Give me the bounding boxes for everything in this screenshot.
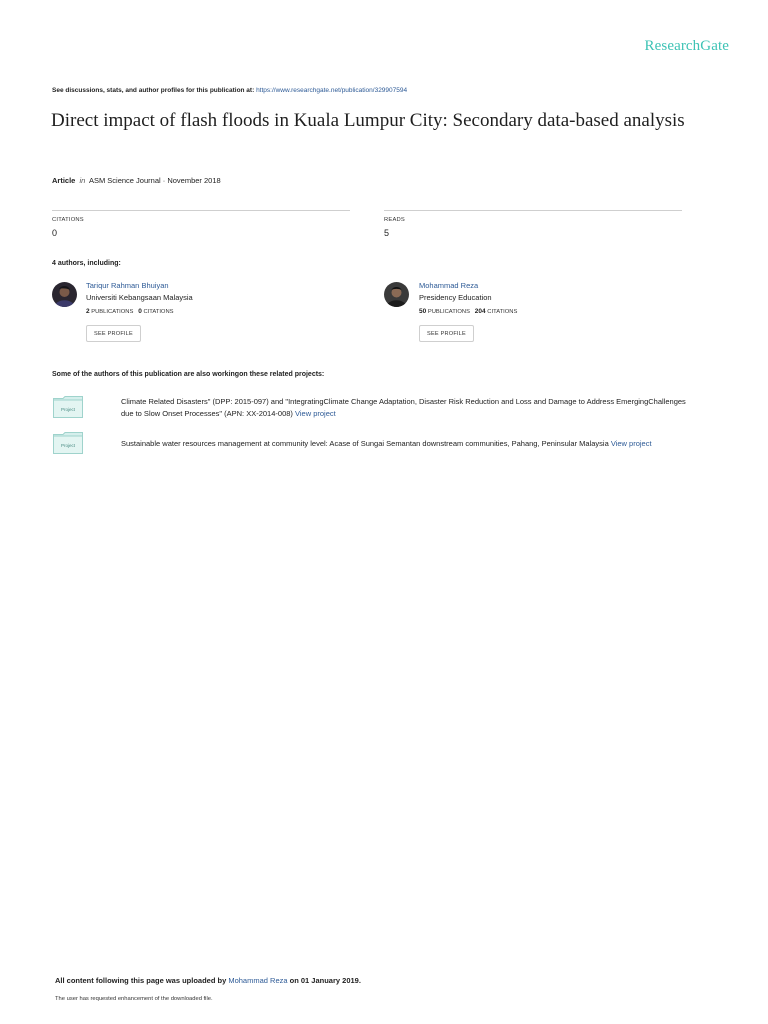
project-line-text: Sustainable water resources management at community level: Acase of Sungai Semantan downstream communities, Pahang, Peninsular Malaysia [121, 439, 611, 448]
project-line-text: due to Slow Onset Processes" (APN: XX-2014-008) [121, 409, 295, 418]
publication-title: Direct impact of flash floods in Kuala Lumpur City: Secondary data-based analysis [51, 110, 685, 131]
avatar-photo-icon [52, 282, 77, 307]
project-icon-label: Project [60, 407, 76, 412]
journal-name: ASM Science Journal [88, 176, 161, 185]
author-stats [419, 308, 517, 315]
author-affiliation: Presidency Education [419, 293, 492, 302]
author-publications-count: 2 [86, 308, 90, 315]
project-description [121, 438, 731, 450]
author-name-link[interactable]: Mohammad Reza [419, 281, 479, 290]
upload-prefix: All content following this page was uploaded by [55, 976, 229, 985]
upload-suffix: on 01 January 2019. [287, 976, 361, 985]
author-publications-count: 50 [419, 308, 427, 315]
source-note-text: See discussions, stats, and author profiles for this publication at: [52, 87, 257, 94]
author-citations-label: CITATIONS [143, 309, 174, 315]
project-icon-label: Project [60, 443, 76, 448]
uploader-link[interactable]: Mohammad Reza [228, 976, 288, 985]
reads-label: READS [384, 217, 405, 223]
author-citations-count: 204 [474, 308, 486, 315]
projects-heading: Some of the authors of this publication are also workingon these related projects: [52, 371, 325, 378]
project-line [121, 438, 731, 450]
project-line: Climate Related Disasters" (DPP: 2015-097) and "IntegratingClimate Change Adaptation, Disaster Risk Reduction and Loss and Damage to Address EmergingChallenges [121, 397, 686, 406]
project-folder-icon[interactable] [53, 396, 83, 418]
reads-divider [384, 210, 682, 211]
article-in: in [79, 176, 86, 185]
enhancement-note: The user has requested enhancement of the downloaded file. [55, 996, 213, 1002]
article-type: Article [52, 176, 76, 185]
view-project-link[interactable]: View project [295, 409, 336, 418]
reads-value: 5 [384, 228, 390, 238]
upload-note [55, 976, 361, 985]
author-stats [86, 308, 174, 315]
project-folder-icon[interactable] [53, 432, 83, 454]
see-profile-button[interactable]: SEE PROFILE [86, 325, 141, 342]
citations-divider [52, 210, 350, 211]
project-description [121, 396, 731, 420]
author-name-link[interactable]: Tariqur Rahman Bhuiyan [86, 281, 169, 290]
researchgate-logo[interactable]: ResearchGate [644, 38, 729, 54]
citations-label: CITATIONS [52, 217, 84, 223]
author-citations-label: CITATIONS [487, 309, 518, 315]
see-profile-button[interactable]: SEE PROFILE [419, 325, 474, 342]
author-avatar[interactable] [52, 282, 77, 307]
project-line [121, 408, 731, 420]
author-publications-label: PUBLICATIONS [427, 309, 470, 315]
publication-url-link[interactable]: https://www.researchgate.net/publication/329907594 [256, 87, 408, 94]
publication-date: · November 2018 [162, 176, 221, 185]
author-citations-count: 0 [138, 308, 142, 315]
citations-value: 0 [52, 228, 58, 238]
author-affiliation: Universiti Kebangsaan Malaysia [86, 293, 193, 302]
authors-heading: 4 authors, including: [52, 260, 121, 267]
article-meta [52, 176, 221, 185]
avatar-photo-icon [384, 282, 409, 307]
source-note [52, 87, 407, 94]
author-publications-label: PUBLICATIONS [91, 309, 134, 315]
view-project-link[interactable]: View project [610, 439, 652, 448]
author-avatar[interactable] [384, 282, 409, 307]
